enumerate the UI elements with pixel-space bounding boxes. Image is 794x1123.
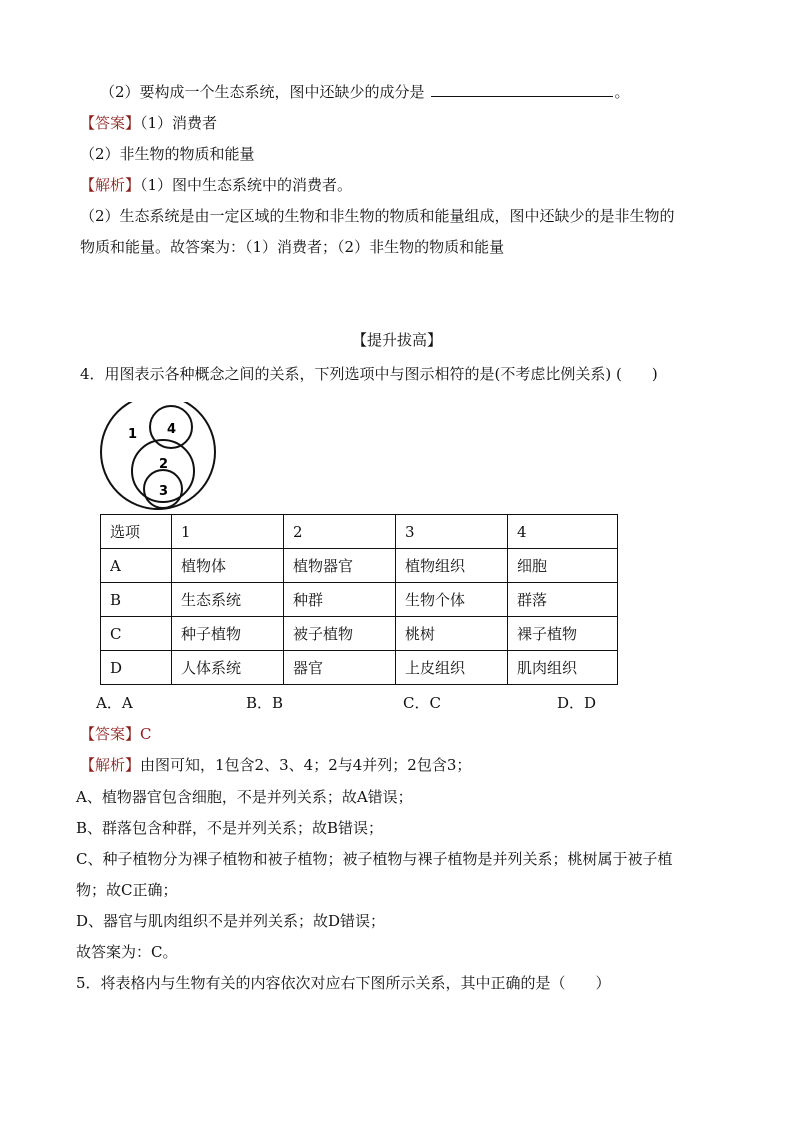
q4-analysis-line bbox=[80, 755, 471, 775]
choice-b[interactable]: B．B bbox=[246, 694, 284, 712]
table-cell: 上皮组织 bbox=[396, 651, 508, 685]
q4-question: 4．用图表示各种概念之间的关系，下列选项中与图示相符的是(不考虑比例关系) ( ) bbox=[80, 365, 658, 383]
table-cell: 植物组织 bbox=[396, 549, 508, 583]
answer-blank[interactable] bbox=[431, 82, 613, 97]
choice-c[interactable]: C．C bbox=[403, 694, 441, 712]
table-header-cell: 3 bbox=[396, 515, 508, 549]
table-cell: B bbox=[101, 583, 172, 617]
table-row bbox=[101, 583, 618, 617]
table-row bbox=[101, 651, 618, 685]
table-cell: 群落 bbox=[508, 583, 618, 617]
table-header-cell: 选项 bbox=[101, 515, 172, 549]
table-row bbox=[101, 617, 618, 651]
analysis-tag: 【解析】 bbox=[80, 756, 141, 774]
q4-analysis-d: D、器官与肌肉组织不是并列关系；故D错误； bbox=[76, 912, 386, 930]
q4-analysis-a: A、植物器官包含细胞，不是并列关系；故A错误； bbox=[76, 788, 413, 806]
table-header-cell: 1 bbox=[172, 515, 284, 549]
q3-part2-line bbox=[100, 82, 630, 102]
answer-tag: 【答案】 bbox=[80, 725, 141, 743]
table-cell: 肌肉组织 bbox=[508, 651, 618, 685]
q4-conclusion: 故答案为：C。 bbox=[76, 943, 178, 961]
q3-answer-2: （2）非生物的物质和能量 bbox=[80, 145, 255, 163]
q3-part2-question: （2）要构成一个生态系统，图中还缺少的成分是 bbox=[100, 83, 425, 101]
options-table bbox=[100, 514, 618, 685]
q4-answer-line bbox=[80, 724, 152, 744]
table-cell: 种群 bbox=[284, 583, 396, 617]
table-cell: 器官 bbox=[284, 651, 396, 685]
label-2: 2 bbox=[159, 457, 169, 472]
q3-answer-line bbox=[80, 113, 217, 133]
table-header-cell: 2 bbox=[284, 515, 396, 549]
table-cell: 被子植物 bbox=[284, 617, 396, 651]
table-cell: 植物器官 bbox=[284, 549, 396, 583]
venn-diagram bbox=[98, 402, 222, 510]
q4-analysis-0: 由图可知，1包含2、3、4；2与4并列；2包含3； bbox=[140, 756, 472, 774]
label-3: 3 bbox=[159, 484, 169, 499]
table-cell: 细胞 bbox=[508, 549, 618, 583]
table-cell: 裸子植物 bbox=[508, 617, 618, 651]
q3-analysis-2b: 物质和能量。故答案为：（1）消费者；（2）非生物的物质和能量 bbox=[80, 238, 505, 256]
q3-part2-end: 。 bbox=[614, 83, 630, 101]
q3-answer-1: （1）消费者 bbox=[140, 114, 218, 132]
table-cell: 人体系统 bbox=[172, 651, 284, 685]
choice-d[interactable]: D．D bbox=[557, 694, 597, 712]
table-cell: 植物体 bbox=[172, 549, 284, 583]
section-title: 【提升拔高】 bbox=[351, 331, 442, 349]
table-cell: D bbox=[101, 651, 172, 685]
table-header-row bbox=[101, 515, 618, 549]
table-cell: C bbox=[101, 617, 172, 651]
table-cell: 种子植物 bbox=[172, 617, 284, 651]
circle-1 bbox=[101, 402, 215, 509]
q5-question: 5．将表格内与生物有关的内容依次对应右下图所示关系，其中正确的是（ ） bbox=[76, 974, 611, 992]
table-cell: 桃树 bbox=[396, 617, 508, 651]
table-cell: 生物个体 bbox=[396, 583, 508, 617]
q3-analysis-2a: （2）生态系统是由一定区域的生物和非生物的物质和能量组成，图中还缺少的是非生物的 bbox=[80, 207, 675, 225]
q4-analysis-c2: 物；故C正确； bbox=[76, 881, 178, 899]
answer-tag: 【答案】 bbox=[80, 114, 141, 132]
table-header-cell: 4 bbox=[508, 515, 618, 549]
analysis-tag: 【解析】 bbox=[80, 176, 141, 194]
q3-analysis-1: （1）图中生态系统中的消费者。 bbox=[140, 176, 353, 194]
q4-analysis-c1: C、种子植物分为裸子植物和被子植物；被子植物与裸子植物是并列关系；桃树属于被子植 bbox=[76, 850, 673, 868]
table-cell: 生态系统 bbox=[172, 583, 284, 617]
choice-a[interactable]: A．A bbox=[96, 694, 133, 712]
q4-answer: C bbox=[140, 725, 152, 743]
label-4: 4 bbox=[167, 422, 177, 437]
q3-analysis-line bbox=[80, 175, 352, 195]
q4-analysis-b: B、群落包含种群，不是并列关系；故B错误； bbox=[76, 819, 384, 837]
table-cell: A bbox=[101, 549, 172, 583]
label-1: 1 bbox=[128, 427, 138, 442]
table-row bbox=[101, 549, 618, 583]
